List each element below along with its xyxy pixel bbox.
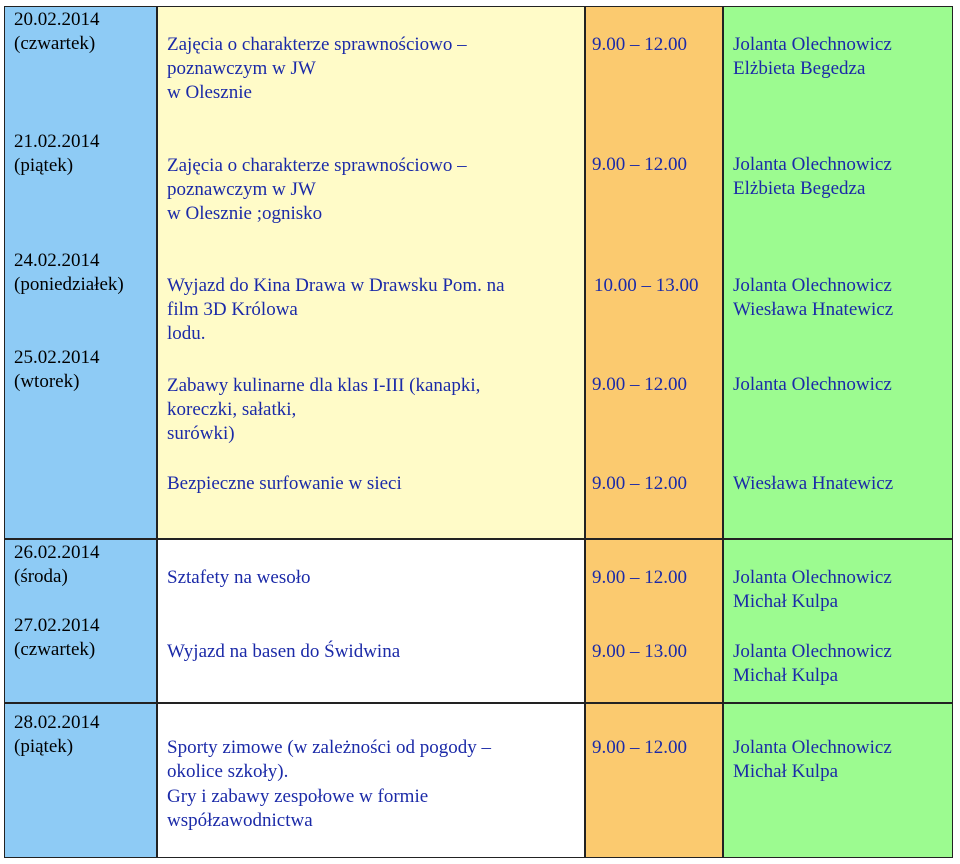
activity-line: w Olesznie ;ognisko: [167, 203, 323, 224]
activity-line: surówki): [167, 423, 235, 444]
teacher-name: Jolanta Olechnowicz: [733, 641, 892, 662]
activity-line: lodu.: [167, 323, 206, 344]
activity-line: Wyjazd do Kina Drawa w Drawsku Pom. na: [167, 275, 505, 296]
teacher-name: Jolanta Olechnowicz: [733, 275, 892, 296]
teacher-name: Jolanta Olechnowicz: [733, 737, 892, 758]
day-cell: (piątek): [14, 155, 74, 176]
time-column-bg-2: [585, 539, 723, 703]
day-cell: (czwartek): [14, 33, 96, 54]
teacher-name: Jolanta Olechnowicz: [733, 34, 892, 55]
activity-line: koreczki, sałatki,: [167, 399, 297, 420]
activity-line: Zajęcia o charakterze sprawnościowo –: [167, 34, 467, 55]
teacher-name: Michał Kulpa: [733, 761, 839, 782]
time-column-bg-1: [585, 6, 723, 539]
activity-line: Gry i zabawy zespołowe w formie: [167, 786, 429, 807]
teacher-name: Michał Kulpa: [733, 665, 839, 686]
teacher-name: Michał Kulpa: [733, 591, 839, 612]
activity-line: Wyjazd na basen do Świdwina: [167, 641, 401, 662]
staff-column-bg-1: [723, 6, 953, 539]
activity-line: współzawodnictwa: [167, 810, 313, 831]
activity-line: w Olesznie: [167, 82, 252, 103]
date-cell: 24.02.2014: [14, 250, 100, 271]
time-cell: 9.00 – 12.00: [592, 374, 687, 395]
date-cell: 25.02.2014: [14, 347, 100, 368]
date-cell: 21.02.2014: [14, 131, 100, 152]
time-cell: 9.00 – 12.00: [592, 737, 687, 758]
teacher-name: Wiesława Hnatewicz: [733, 473, 894, 494]
day-cell: (czwartek): [14, 639, 96, 660]
time-cell: 9.00 – 13.00: [592, 641, 687, 662]
activity-line: poznawczym w JW: [167, 58, 316, 79]
time-cell: 9.00 – 12.00: [592, 473, 687, 494]
date-cell: 27.02.2014: [14, 615, 100, 636]
teacher-name: Elżbieta Begedza: [733, 178, 866, 199]
teacher-name: Jolanta Olechnowicz: [733, 567, 892, 588]
teacher-name: Jolanta Olechnowicz: [733, 374, 892, 395]
activity-line: Zajęcia o charakterze sprawnościowo –: [167, 155, 467, 176]
day-cell: (poniedziałek): [14, 274, 124, 295]
activity-line: Sztafety na wesoło: [167, 567, 311, 588]
teacher-name: Jolanta Olechnowicz: [733, 154, 892, 175]
time-cell: 9.00 – 12.00: [592, 154, 687, 175]
date-cell: 20.02.2014: [14, 9, 100, 30]
teacher-name: Wiesława Hnatewicz: [733, 299, 894, 320]
teacher-name: Elżbieta Begedza: [733, 58, 866, 79]
time-cell: 10.00 – 13.00: [594, 275, 699, 296]
time-cell: 9.00 – 12.00: [592, 34, 687, 55]
date-cell: 28.02.2014: [14, 712, 100, 733]
activity-line: Bezpieczne surfowanie w sieci: [167, 473, 402, 494]
day-cell: (środa): [14, 566, 68, 587]
date-cell: 26.02.2014: [14, 542, 100, 563]
day-cell: (wtorek): [14, 371, 80, 392]
time-cell: 9.00 – 12.00: [592, 567, 687, 588]
activity-line: Zabawy kulinarne dla klas I-III (kanapki,: [167, 375, 481, 396]
activity-line: Sporty zimowe (w zależności od pogody –: [167, 737, 491, 758]
topic-column-bg-2: [157, 539, 585, 703]
activity-line: film 3D Królowa: [167, 299, 298, 320]
time-column-bg-3: [585, 703, 723, 858]
activity-line: okolice szkoły).: [167, 761, 289, 782]
day-cell: (piątek): [14, 736, 74, 757]
activity-line: poznawczym w JW: [167, 179, 316, 200]
